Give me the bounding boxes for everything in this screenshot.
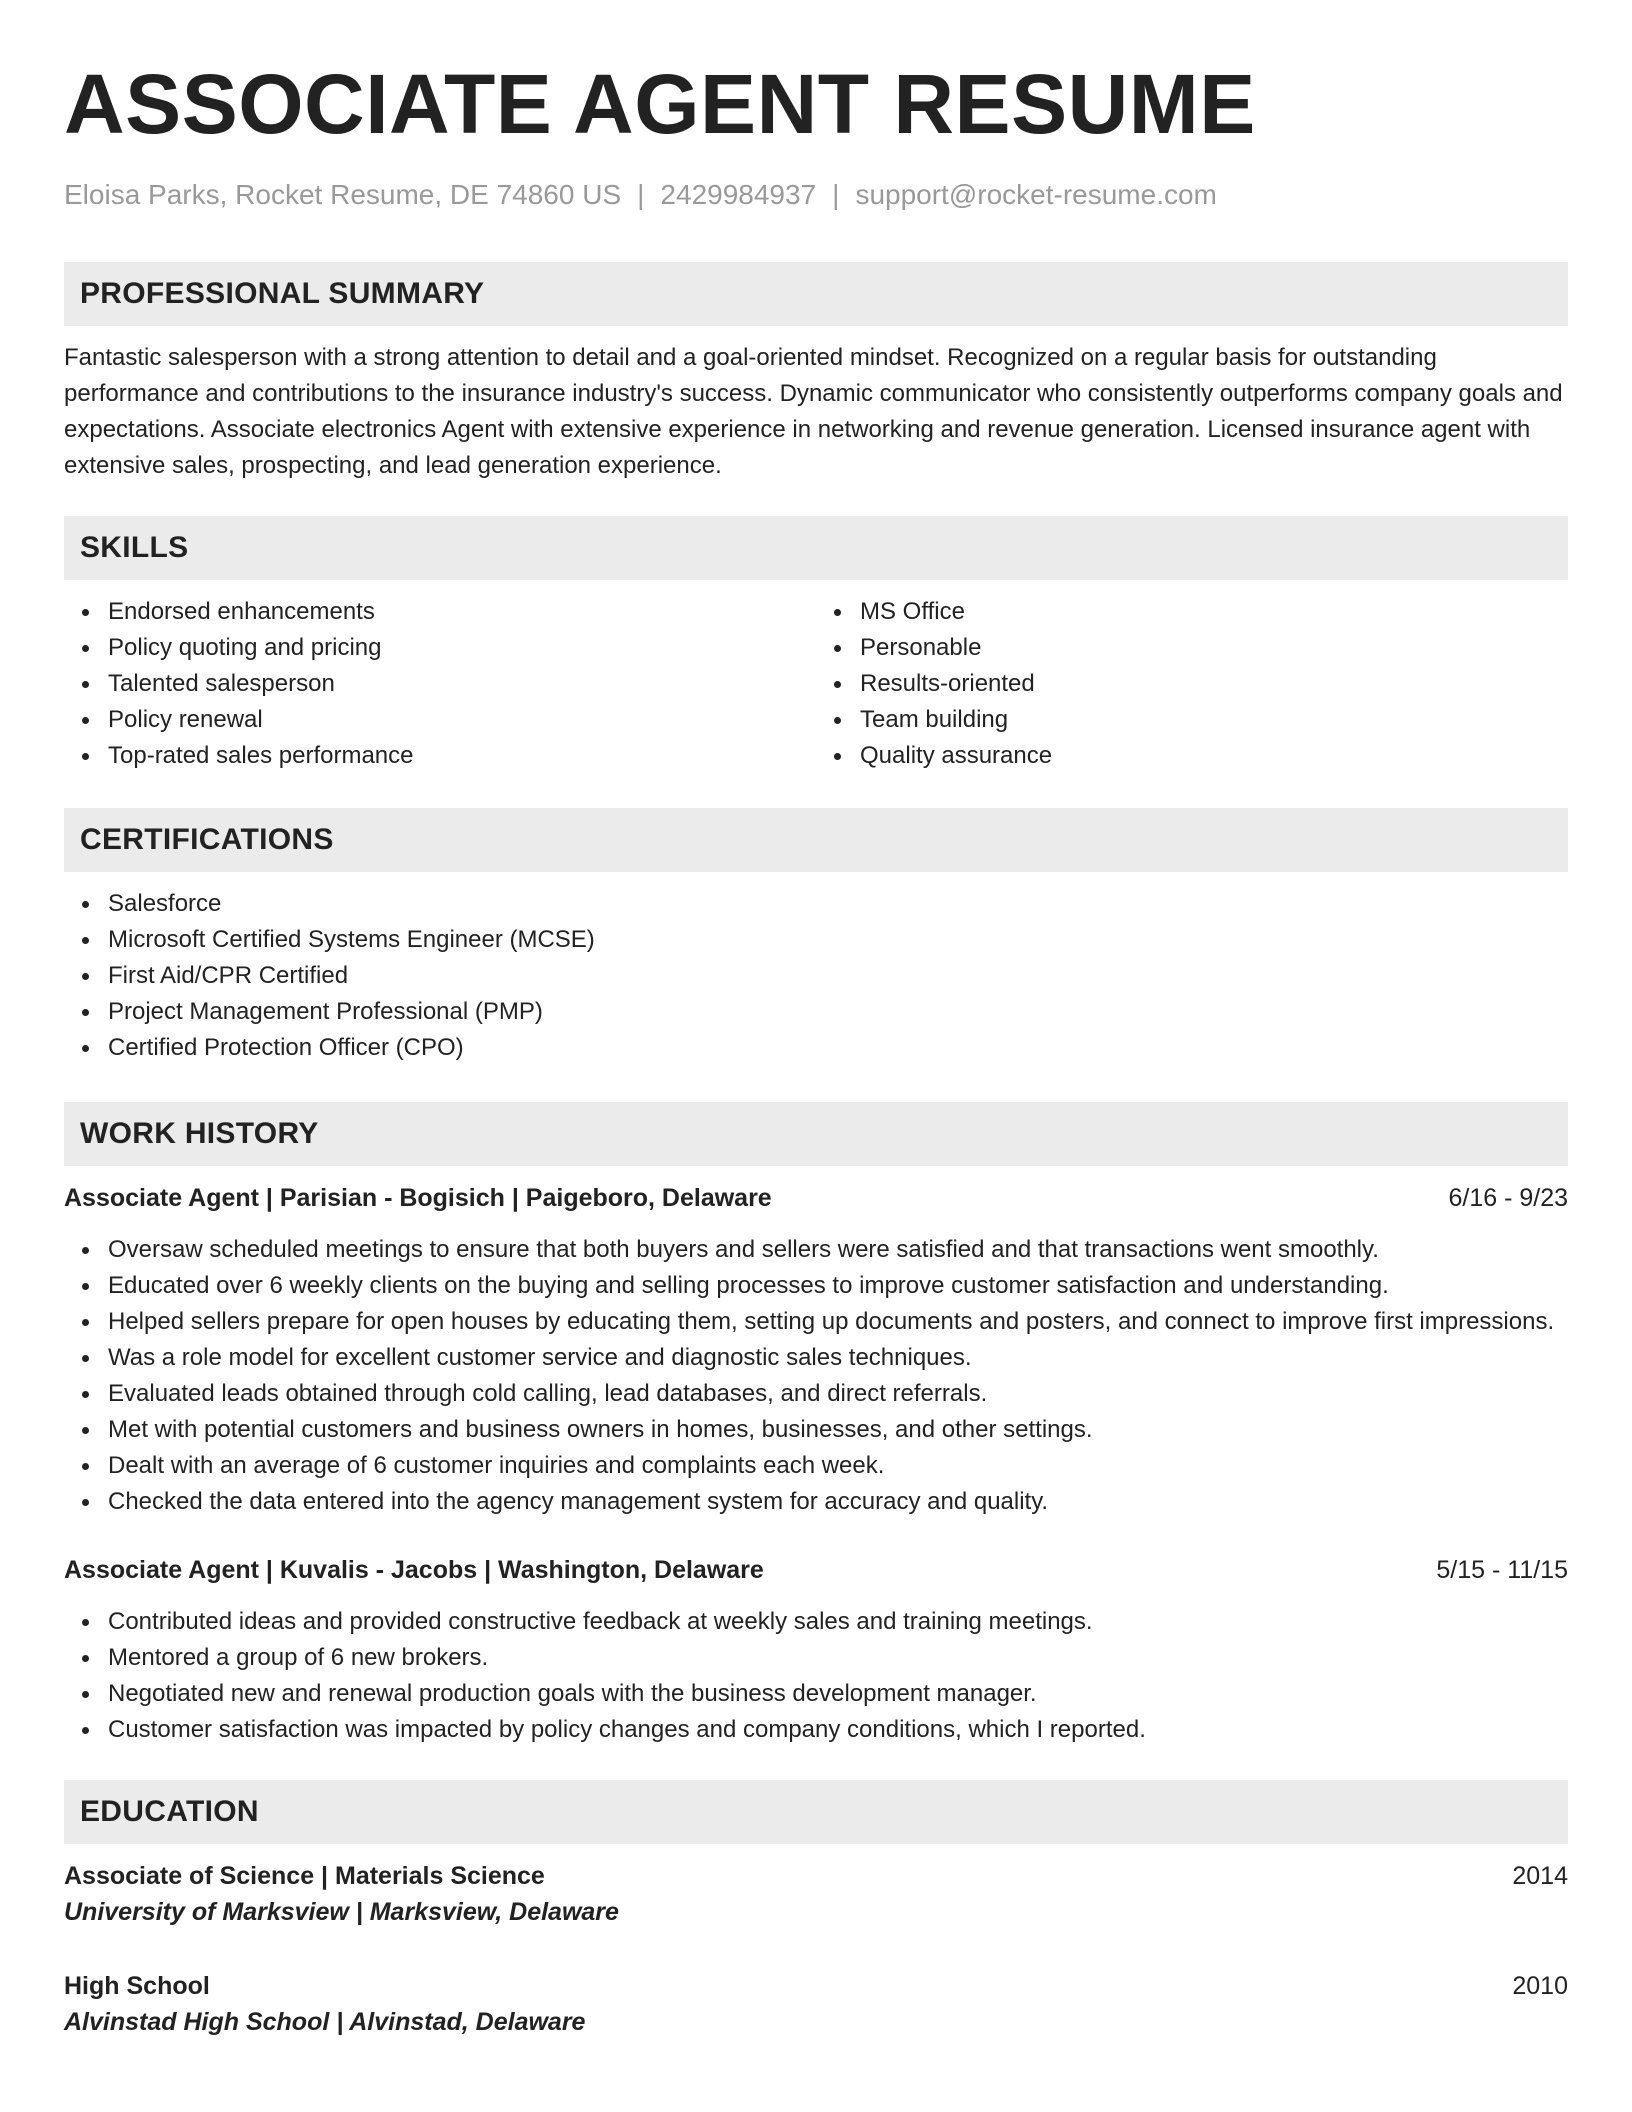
- certification-item: Microsoft Certified Systems Engineer (MCSE): [108, 922, 1568, 958]
- job-bullet: Contributed ideas and provided constructive feedback at weekly sales and training meetings.: [108, 1604, 1568, 1640]
- skill-item: Talented salesperson: [108, 666, 816, 702]
- job-entry: [64, 1180, 1568, 1520]
- education-header: [64, 1968, 1568, 2004]
- education-school: Alvinstad High School | Alvinstad, Delaware: [64, 2008, 586, 2036]
- job-title: Associate Agent | Parisian - Bogisich | Paigeboro, Delaware: [64, 1184, 772, 1212]
- job-bullet: Dealt with an average of 6 customer inquiries and complaints each week.: [108, 1448, 1568, 1484]
- section-heading-certifications: CERTIFICATIONS: [64, 808, 1568, 872]
- education-year: 2014: [1512, 1862, 1568, 1890]
- education-degree: Associate of Science | Materials Science: [64, 1862, 545, 1890]
- job-bullet: Was a role model for excellent customer service and diagnostic sales techniques.: [108, 1340, 1568, 1376]
- skill-item: Policy renewal: [108, 702, 816, 738]
- skill-item: Team building: [860, 702, 1568, 738]
- skill-item: Results-oriented: [860, 666, 1568, 702]
- job-bullet: Met with potential customers and business owners in homes, businesses, and other settings.: [108, 1412, 1568, 1448]
- job-title: Associate Agent | Kuvalis - Jacobs | Washington, Delaware: [64, 1556, 764, 1584]
- skill-item: Personable: [860, 630, 1568, 666]
- certification-item: Project Management Professional (PMP): [108, 994, 1568, 1030]
- skills-section: [64, 516, 1568, 774]
- contact-email: support@rocket-resume.com: [855, 179, 1217, 210]
- job-header: [64, 1180, 1568, 1216]
- resume-title: ASSOCIATE AGENT RESUME: [64, 57, 1256, 151]
- contact-address: Eloisa Parks, Rocket Resume, DE 74860 US: [64, 179, 622, 210]
- job-bullets: [64, 1232, 1568, 1520]
- job-bullet: Educated over 6 weekly clients on the buying and selling processes to improve customer satisfaction and understanding.: [108, 1268, 1568, 1304]
- education-entry: [64, 1968, 1568, 2040]
- education-header: [64, 1858, 1568, 1894]
- job-entry: [64, 1552, 1568, 1748]
- job-bullet: Oversaw scheduled meetings to ensure that both buyers and sellers were satisfied and that transactions went smoothly.: [108, 1232, 1568, 1268]
- skill-item: Endorsed enhancements: [108, 594, 816, 630]
- skills-list-left: [64, 594, 816, 774]
- section-heading-summary: PROFESSIONAL SUMMARY: [64, 262, 1568, 326]
- summary-section: [64, 262, 1568, 484]
- certifications-list: [64, 886, 1568, 1066]
- skill-item: MS Office: [860, 594, 1568, 630]
- section-heading-work-history: WORK HISTORY: [64, 1102, 1568, 1166]
- contact-separator: |: [637, 179, 645, 210]
- job-bullet: Checked the data entered into the agency management system for accuracy and quality.: [108, 1484, 1568, 1520]
- contact-separator: |: [832, 179, 840, 210]
- job-header: [64, 1552, 1568, 1588]
- job-bullets: [64, 1604, 1568, 1748]
- contact-phone: 2429984937: [660, 179, 817, 210]
- skills-grid: [64, 594, 1568, 774]
- skill-item: Top-rated sales performance: [108, 738, 816, 774]
- certification-item: Salesforce: [108, 886, 1568, 922]
- skill-item: Quality assurance: [860, 738, 1568, 774]
- job-bullet: Mentored a group of 6 new brokers.: [108, 1640, 1568, 1676]
- education-section: [64, 1780, 1568, 2040]
- job-bullet: Evaluated leads obtained through cold calling, lead databases, and direct referrals.: [108, 1376, 1568, 1412]
- education-school: University of Marksview | Marksview, Delaware: [64, 1898, 619, 1926]
- skills-list-right: [816, 594, 1568, 774]
- job-dates: 5/15 - 11/15: [1436, 1556, 1568, 1584]
- certifications-section: [64, 808, 1568, 1066]
- job-dates: 6/16 - 9/23: [1448, 1184, 1568, 1212]
- education-degree: High School: [64, 1972, 210, 2000]
- work-history-section: [64, 1102, 1568, 1748]
- education-year: 2010: [1512, 1972, 1568, 2000]
- skill-item: Policy quoting and pricing: [108, 630, 816, 666]
- education-entry: [64, 1858, 1568, 1930]
- job-bullet: Customer satisfaction was impacted by policy changes and company conditions, which I reported.: [108, 1712, 1568, 1748]
- skills-column-right: [816, 594, 1568, 774]
- summary-text: Fantastic salesperson with a strong attention to detail and a goal-oriented mindset. Recognized on a regular basis for outstanding performance and contributions to the insurance industry's success. Dynamic communicator who consistently outperforms company goals and expectations. Associate electronics Agent with extensive experience in networking and revenue generation. Licensed insurance agent with extensive sales, prospecting, and lead generation experience.: [64, 344, 1563, 479]
- certification-item: Certified Protection Officer (CPO): [108, 1030, 1568, 1066]
- section-heading-education: EDUCATION: [64, 1780, 1568, 1844]
- job-bullet: Negotiated new and renewal production goals with the business development manager.: [108, 1676, 1568, 1712]
- job-bullet: Helped sellers prepare for open houses by educating them, setting up documents and posters, and connect to improve first impressions.: [108, 1304, 1568, 1340]
- certification-item: First Aid/CPR Certified: [108, 958, 1568, 994]
- section-heading-skills: SKILLS: [64, 516, 1568, 580]
- contact-line: [64, 178, 1568, 212]
- skills-column-left: [64, 594, 816, 774]
